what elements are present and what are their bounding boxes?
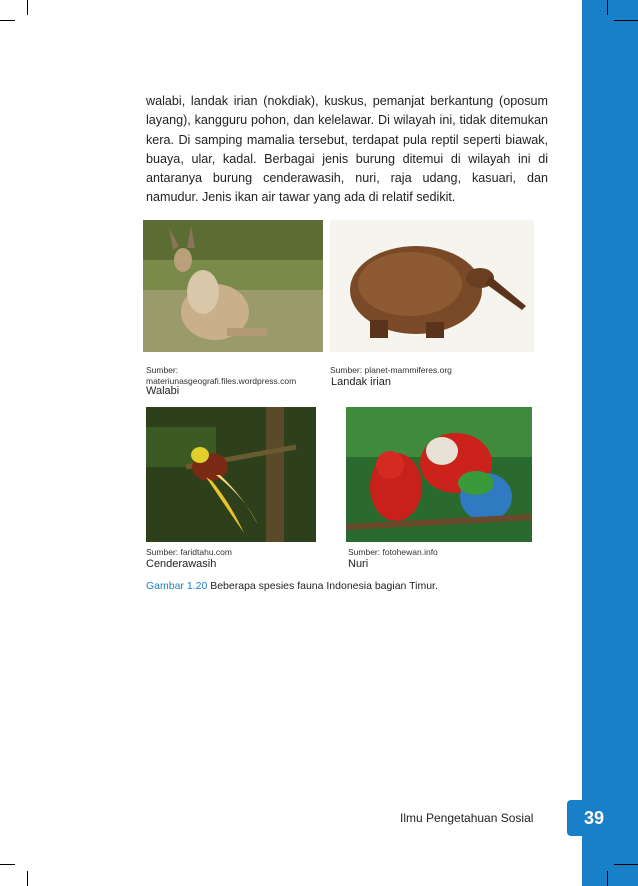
walabi-photo — [143, 220, 323, 352]
crop-mark — [0, 20, 15, 21]
page-number: 39 — [567, 800, 621, 836]
figure-label: Gambar 1.20 — [146, 580, 208, 592]
body-paragraph: walabi, landak irian (nokdiak), kuskus, pemanjat berkantung (oposum layang), kangguru pohon, dan kelelawar. Di wilayah ini, tidak ditemukan kera. Di samping mamalia tersebut, terdapat pula reptil seperti biawak, buaya, ular, kadal. Berbagai jenis burung ditemui di wilayah ini di antaranya burung cenderawasih, nuri, raja udang, kasuari, dan namudur. Jenis ikan air tawar yang ada di relatif sedikit. — [146, 94, 548, 205]
walabi-source: Sumber: materiunasgeografi.files.wordpress.com — [146, 365, 297, 386]
cenderawasih-name: Cenderawasih — [146, 558, 217, 570]
crop-mark — [0, 864, 15, 865]
landak-source: Sumber: planet-mammiferes.org — [330, 365, 452, 375]
crop-mark — [27, 0, 28, 15]
nuri-name: Nuri — [348, 558, 369, 570]
walabi-name: Walabi — [146, 385, 180, 397]
nuri-source: Sumber: fotohewan.info — [348, 547, 438, 557]
side-color-bar — [582, 0, 638, 886]
crop-mark — [27, 871, 28, 886]
figure-caption-text: Beberapa spesies fauna Indonesia bagian Timur. — [210, 580, 438, 592]
landak-irian-photo — [330, 220, 534, 352]
cenderawasih-source: Sumber: faridtahu.com — [146, 547, 232, 557]
book-title: Ilmu Pengetahuan Sosial — [400, 811, 534, 825]
nuri-photo — [346, 407, 532, 542]
cenderawasih-photo — [146, 407, 316, 542]
landak-name: Landak irian — [331, 376, 391, 388]
figure-caption — [146, 580, 438, 592]
